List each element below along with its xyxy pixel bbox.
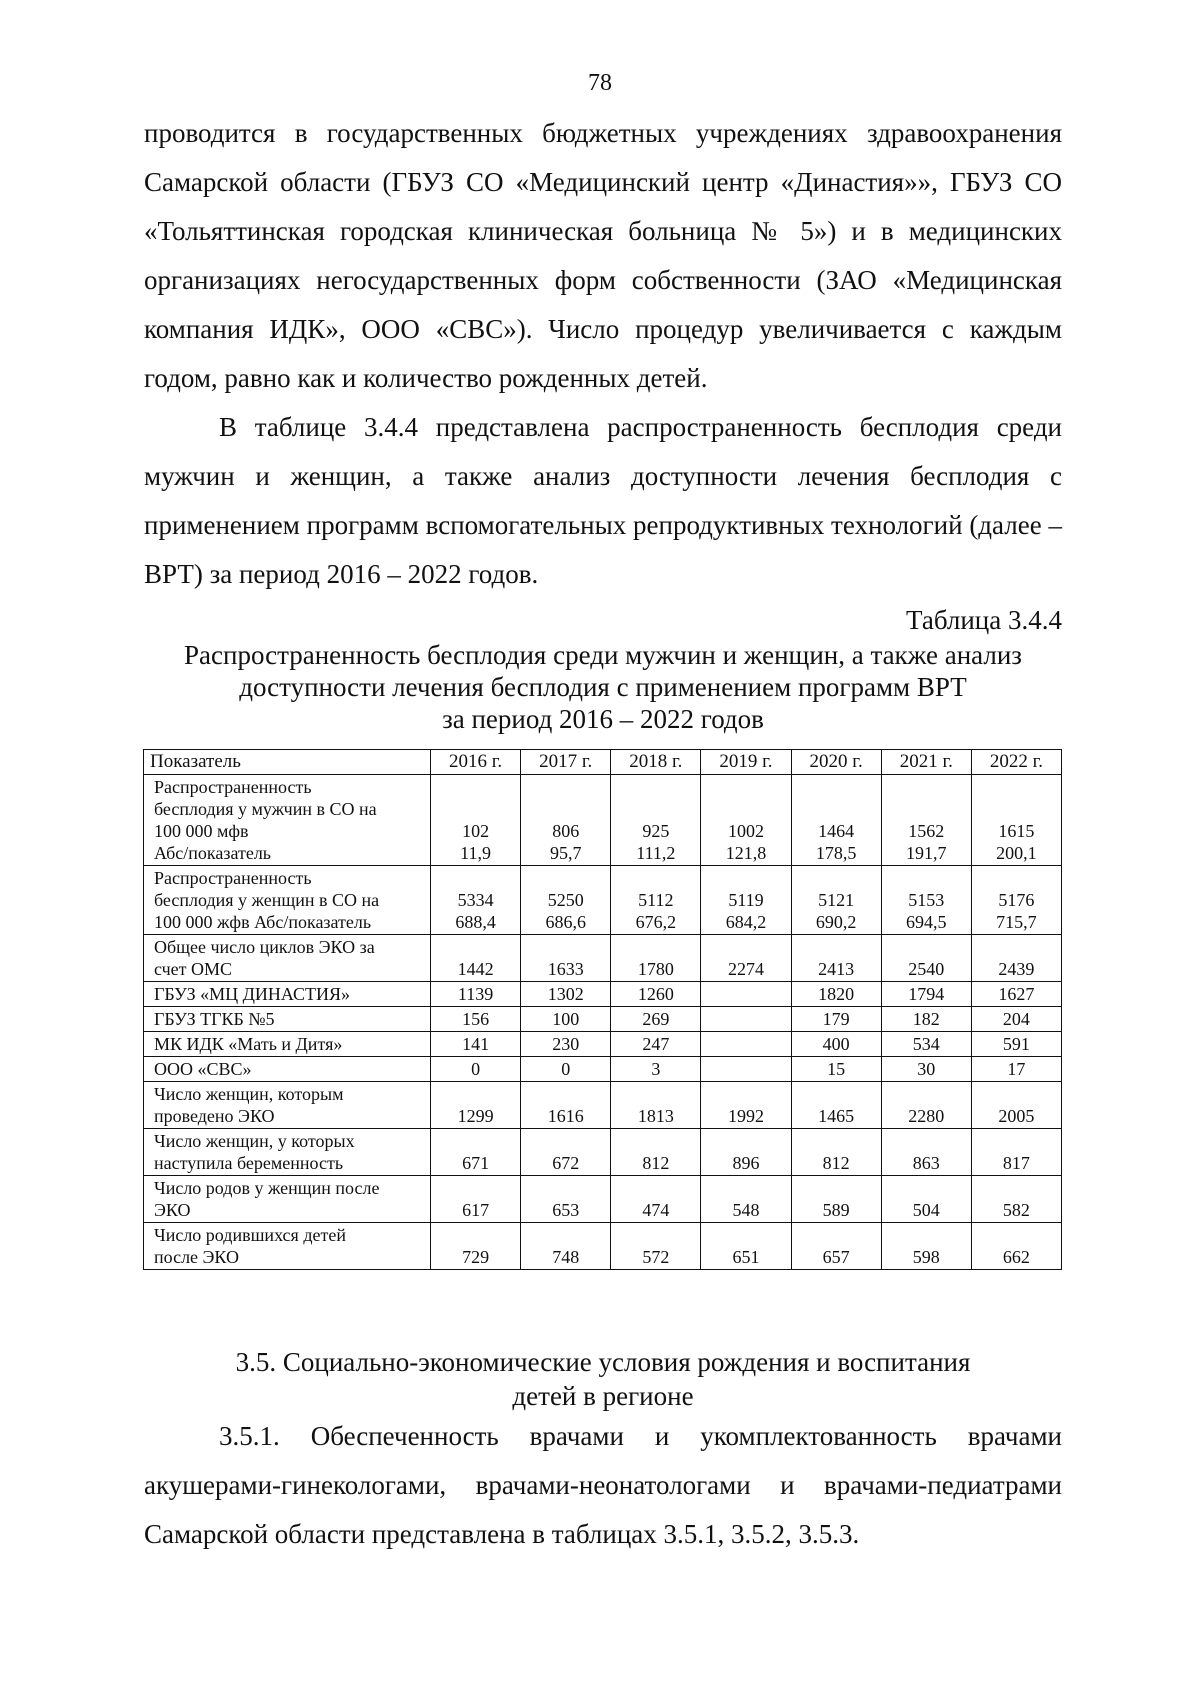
table-cell-value: 30 [917,1059,936,1079]
table-cell-value: 0 [561,1059,571,1079]
table-cell [431,775,521,866]
table-header-year: 2019 г. [701,750,791,775]
table-cell [701,1032,791,1057]
table-row-label-line: Абс/показатель [154,843,272,863]
table-cell [431,1129,521,1176]
table-cell-value: 400 [822,1034,850,1054]
table-cell-value: 653 [552,1200,580,1220]
table-cell [971,866,1061,935]
table-cell-value: 651 [732,1247,760,1267]
table-cell [431,866,521,935]
table-row-label [144,935,431,982]
table-cell [431,1223,521,1270]
table-cell-value: 1139 [457,984,494,1004]
table-cell [791,1129,881,1176]
table-cell-value: 1794 [908,984,945,1004]
table-cell-value: 925 [642,821,670,841]
table-cell [431,1176,521,1223]
table-cell-value: 1780 [637,959,674,979]
table-cell [521,1223,611,1270]
table-cell-value: 812 [642,1153,670,1173]
table-cell [611,982,701,1007]
table-cell-value: 0 [471,1059,481,1079]
table-cell-value: 694,5 [906,912,947,932]
table-row-label-line: Число женщин, которым [154,1084,344,1104]
table-row [144,1032,1062,1057]
table-cell [971,775,1061,866]
table-cell-value: 1813 [637,1106,674,1126]
table-row [144,775,1062,866]
section-title [144,1345,1062,1413]
table-cell-value: 715,7 [996,912,1037,932]
table-cell [701,1223,791,1270]
table-cell [701,1007,791,1032]
table-row [144,982,1062,1007]
table-cell [521,1057,611,1082]
table-cell-value: 1002 [727,821,764,841]
table-cell [611,1082,701,1129]
table-cell-value: 141 [462,1034,490,1054]
table-title-line-3: за период 2016 – 2022 годов [442,704,764,734]
table-cell [791,1007,881,1032]
table-cell [881,1082,971,1129]
table-cell [791,982,881,1007]
table-row-label-line: Число родов у женщин после [154,1178,380,1198]
table-cell-value: 474 [642,1200,670,1220]
table-cell-value: 102 [462,821,490,841]
table-cell [431,1082,521,1129]
table-cell-value: 11,9 [460,843,491,863]
table-cell [971,1223,1061,1270]
table-cell-value: 748 [552,1247,580,1267]
table-cell [611,775,701,866]
table-cell [791,866,881,935]
table-cell-value: 200,1 [996,843,1037,863]
table-cell-value: 182 [912,1009,940,1029]
table-cell-value: 662 [1002,1247,1030,1267]
table-cell-value: 690,2 [815,912,857,932]
table-cell-value: 812 [822,1153,850,1173]
table-cell [701,1082,791,1129]
table-cell [881,1007,971,1032]
table-row-label-line: Число женщин, у которых [154,1131,355,1151]
table-cell [881,1129,971,1176]
table-cell-value: 688,4 [455,912,496,932]
table-cell-value: 1260 [637,984,674,1004]
table-row-label [144,1129,431,1176]
table-cell [881,935,971,982]
intro-paragraph-text: проводится в государственных бюджетных учреждениях здравоохранения Самарской области (ГБУЗ СО «Медицинский центр «Династия»», ГБУЗ СО «Тольяттинская городская клиническая больница № 5») и в медицинских организациях негосударственных форм собственности (ЗАО «Медицинская компания ИДК», ООО «СВС»). Число процедур увеличивается с каждым годом, равно как и количество рожденных детей. [144,118,1062,393]
table-cell-value: 572 [642,1247,670,1267]
table-title-line-1: Распространенность бесплодия среди мужчин и женщин, а также анализ [184,640,1022,670]
table-cell-value: 806 [552,821,580,841]
table-cell-value: 100 [552,1009,580,1029]
table-header-year: 2018 г. [611,750,701,775]
table-cell-value: 534 [912,1034,940,1054]
table-cell [701,935,791,982]
table-cell [971,1082,1061,1129]
table-title [144,639,1062,735]
table-row-label [144,1057,431,1082]
table-header-year: 2016 г. [431,750,521,775]
table-header-year: 2020 г. [791,750,881,775]
table-cell [701,866,791,935]
table-cell [611,1032,701,1057]
table-cell-value: 121,8 [725,843,767,863]
table-cell [971,1032,1061,1057]
table-row-label-line: ГБУЗ ТГКБ №5 [154,1009,275,1029]
table-cell [521,1082,611,1129]
table-cell [971,1176,1061,1223]
table-row [144,1176,1062,1223]
table-header-year: 2017 г. [521,750,611,775]
table-cell [791,1176,881,1223]
table-cell-value: 15 [827,1059,846,1079]
table-row-label-line: ЭКО [154,1200,191,1220]
table-cell-value: 1299 [457,1106,494,1126]
table-row-label-line: МК ИДК «Мать и Дитя» [154,1034,343,1054]
table-cell [791,1057,881,1082]
table-row-label [144,982,431,1007]
table-cell-value: 617 [462,1200,490,1220]
table-cell [971,1057,1061,1082]
table-cell-value: 2005 [998,1106,1035,1126]
table-cell [881,775,971,866]
table-cell-value: 1616 [547,1106,584,1126]
table-cell [521,935,611,982]
section-title-line-2: детей в регионе [512,1381,694,1411]
table-cell-value: 5119 [728,890,764,910]
table-row [144,1129,1062,1176]
table-row [144,1007,1062,1032]
table-cell [611,1129,701,1176]
table-cell [791,1032,881,1057]
table-cell [611,1007,701,1032]
table-title-line-2: доступности лечения бесплодия с применением программ ВРТ [239,672,967,702]
table-cell [791,935,881,982]
table-cell-value: 247 [642,1034,670,1054]
table-cell-value: 676,2 [635,912,677,932]
table-row-label-line: ООО «СВС» [154,1059,252,1079]
table-cell [521,1007,611,1032]
table-cell-value: 191,7 [906,843,947,863]
table-row-label-line: 100 000 мфв [154,821,249,841]
table-row-label [144,866,431,935]
table-cell-value: 2274 [727,959,764,979]
table-cell-value: 582 [1002,1200,1030,1220]
table-row-label-line: ГБУЗ «МЦ ДИНАСТИЯ» [154,984,351,1004]
table-cell-value: 589 [822,1200,850,1220]
table-row-label-line: 100 000 жфв Абс/показатель [154,912,372,932]
table-cell [521,982,611,1007]
table-cell-value: 95,7 [549,843,582,863]
table-cell [791,1223,881,1270]
table-row [144,866,1062,935]
table-cell [521,1032,611,1057]
table-cell-value: 504 [912,1200,940,1220]
table-row-label-line: бесплодия у женщин в СО на [154,890,380,910]
table-cell-value: 548 [732,1200,760,1220]
table-cell-value: 672 [552,1153,580,1173]
table-row-label-line: Общее число циклов ЭКО за [154,937,375,957]
table-cell [971,982,1061,1007]
table-cell [431,1057,521,1082]
table-cell [611,1176,701,1223]
table-cell [521,1176,611,1223]
table-cell [611,935,701,982]
table-row-label [144,1176,431,1223]
table-cell-value: 1633 [547,959,584,979]
table-cell [971,1129,1061,1176]
table-cell-value: 1627 [998,984,1035,1004]
table-cell-value [707,1058,784,1080]
table-cell-value: 269 [642,1009,670,1029]
table-cell-value: 1820 [818,984,855,1004]
table-cell-value: 179 [822,1009,850,1029]
page-number: 78 [588,70,612,96]
table-cell [611,1057,701,1082]
table-cell [701,1176,791,1223]
table-cell-value: 3 [651,1059,661,1079]
table-cell [881,1223,971,1270]
table-cell [881,982,971,1007]
table-cell-value: 1992 [727,1106,764,1126]
table-intro-paragraph-text: В таблице 3.4.4 представлена распространенность бесплодия среди мужчин и женщин, а также анализ доступности лечения бесплодия с применением программ вспомогательных репродуктивных технологий (далее – ВРТ) за период 2016 – 2022 годов. [144,412,1062,589]
table-cell [521,775,611,866]
table-cell-value: 178,5 [815,843,857,863]
table-cell-value [707,983,784,1005]
table-cell [431,982,521,1007]
table-header-row [144,750,1062,775]
table-cell [701,1057,791,1082]
table-cell-value: 156 [462,1009,490,1029]
table-cell-value: 204 [1002,1009,1030,1029]
table-cell-value: 5112 [638,890,674,910]
table-row-label-line: Распространенность [154,777,312,797]
table-cell-value: 230 [552,1034,580,1054]
table-cell-value: 2439 [998,959,1035,979]
table-cell-value: 2540 [908,959,945,979]
table-cell-value: 2280 [908,1106,945,1126]
table-row-label [144,1082,431,1129]
table-row-label-line: проведено ЭКО [154,1106,275,1126]
table-header-year: 2021 г. [881,750,971,775]
table-cell-value: 686,6 [545,912,586,932]
table-cell [521,866,611,935]
table-cell-value: 591 [1002,1034,1030,1054]
table-cell-value: 5250 [547,890,584,910]
table-header-indicator: Показатель [144,750,431,775]
table-cell [431,935,521,982]
table-cell-value: 1562 [908,821,945,841]
table-row [144,1223,1062,1270]
table-cell-value: 111,2 [636,843,676,863]
table-cell [881,1032,971,1057]
table-cell [791,775,881,866]
table-cell-value: 5153 [908,890,945,910]
table-body [144,775,1062,1270]
table-row-label-line: счет ОМС [154,959,233,979]
table-cell-value: 817 [1002,1153,1030,1173]
table-cell-value: 1615 [998,821,1035,841]
table-row-label-line: после ЭКО [154,1247,239,1267]
table-cell [431,1032,521,1057]
table-row [144,1057,1062,1082]
table-cell-value: 5334 [457,890,494,910]
table-cell-value [707,1008,784,1030]
table-row-label-line: Распространенность [154,868,312,888]
table-row [144,935,1062,982]
table-cell [881,866,971,935]
table-row [144,1082,1062,1129]
table-label: Таблица 3.4.4 [906,605,1062,635]
table-cell [881,1057,971,1082]
table-cell [521,1129,611,1176]
table-row-label [144,775,431,866]
table-cell-value: 657 [822,1247,850,1267]
table-cell-value: 1302 [547,984,584,1004]
table-cell-value: 896 [732,1153,760,1173]
table-row-label [144,1007,431,1032]
table-cell-value: 5121 [818,890,855,910]
table-cell-value: 17 [1007,1059,1026,1079]
table-cell-value: 863 [912,1153,940,1173]
table-cell-value: 5176 [998,890,1035,910]
table-cell-value: 1464 [818,821,855,841]
table-row-label-line: Число родившихся детей [154,1225,346,1245]
section-paragraph-text: 3.5.1. Обеспеченность врачами и укомплектованность врачами акушерами-гинекологами, врачами-неонатологами и врачами-педиатрами Самарской области представлена в таблицах 3.5.1, 3.5.2, 3.5.3. [144,1421,1062,1549]
table-cell [791,1082,881,1129]
table-header-year: 2022 г. [971,750,1061,775]
section-paragraph [144,1412,1062,1559]
table-cell [611,866,701,935]
table-cell-value: 684,2 [725,912,767,932]
table-cell-value: 729 [462,1247,490,1267]
table-cell-value: 671 [462,1153,490,1173]
table-row-label-line: бесплодия у мужчин в СО на [154,799,377,819]
table-cell-value: 598 [912,1247,940,1267]
infertility-table [143,749,1062,1270]
table-cell [701,775,791,866]
table-cell [701,982,791,1007]
table-cell [881,1176,971,1223]
table-cell [431,1007,521,1032]
table-intro-paragraph [144,403,1062,599]
intro-paragraph [144,109,1062,403]
section-title-line-1: 3.5. Социально-экономические условия рождения и воспитания [235,1347,971,1377]
table-row-label-line: наступила беременность [154,1153,344,1173]
table-cell-value [707,1033,784,1055]
table-cell [611,1223,701,1270]
table-cell-value: 1465 [818,1106,855,1126]
table-cell [971,935,1061,982]
table-row-label [144,1032,431,1057]
table-cell-value: 2413 [818,959,855,979]
table-row-label [144,1223,431,1270]
table-cell [971,1007,1061,1032]
table-cell [701,1129,791,1176]
table-cell-value: 1442 [457,959,494,979]
